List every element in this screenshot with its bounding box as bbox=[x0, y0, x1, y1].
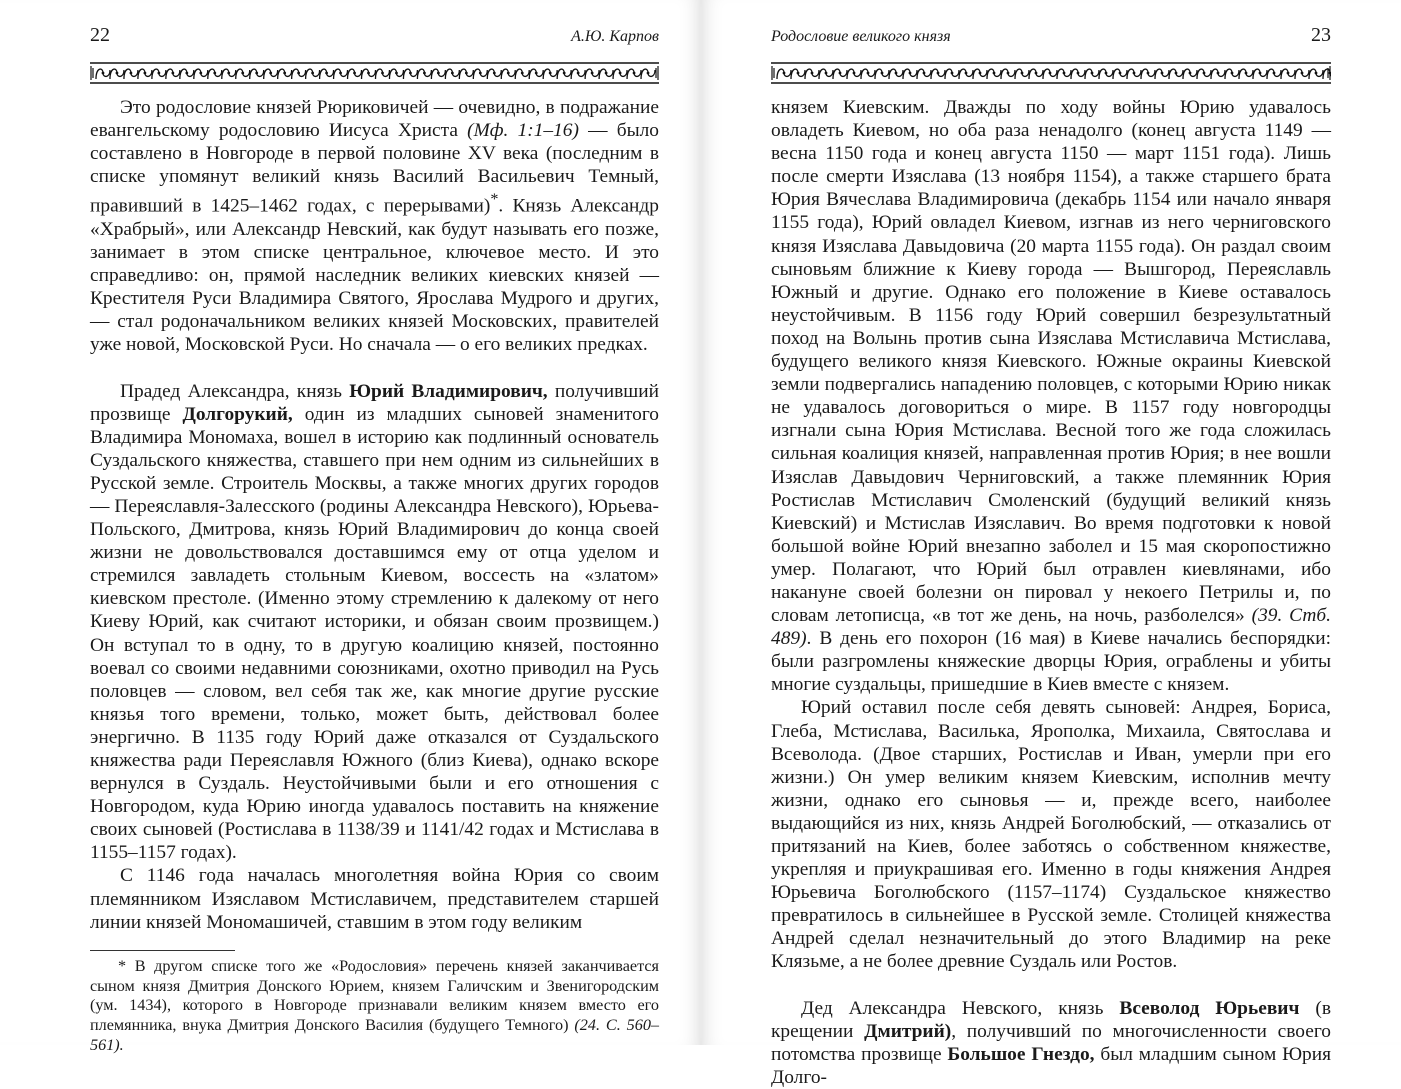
paragraph bbox=[771, 96, 1331, 696]
bold-name: Дмитрий) bbox=[864, 1020, 952, 1042]
italic-citation: (39. Стб. 489) bbox=[771, 605, 1331, 650]
ornamental-border-icon bbox=[771, 62, 1331, 84]
text-run: получивший прозвище bbox=[90, 380, 659, 425]
text-run: Дед Александра Невского, князь bbox=[801, 997, 1120, 1019]
text-run: , получивший по многочисленности своего потомства прозвище bbox=[771, 1020, 1331, 1065]
right-running-head: Родословие великого князя bbox=[771, 28, 951, 45]
right-page bbox=[701, 0, 1401, 1088]
paragraph bbox=[90, 864, 659, 933]
left-running-header bbox=[90, 24, 659, 56]
text-run: Юрий оставил после себя девять сыновей: Андрея, Бориса, Глеба, Мстислава, Василька, Ярополка, Михаила, Святослава и Всеволода. (Двое старших, Ростислав и Иван, умерли при его жизни.) Он умер великим князем Киевским, исполнив мечту жизни, однако его сыновья — и, прежде всего, наиболее выдающийся из них, князь Андрей Боголюбский, — отказались от притязаний на Киев, более заботясь о собственном княжестве, укрепляя и приукрашивая его. Именно в годы княжения Андрея Юрьевича Боголюбского (1157–1174) Суздальское княжество превратилось в сильнейшее в Русской земле. Столицей княжества Андрей сделал незначительный до этого Владимир на реке Клязьме, а не более древние Суздаль или Ростов. bbox=[771, 697, 1331, 973]
ornamental-border-icon bbox=[90, 62, 659, 84]
footnote bbox=[90, 957, 659, 1056]
paragraph bbox=[771, 997, 1331, 1089]
bold-name: Долгорукий, bbox=[182, 403, 293, 425]
right-running-header bbox=[771, 24, 1331, 56]
text-run: Прадед Александра, князь bbox=[120, 380, 350, 402]
footnote-marker: * bbox=[490, 191, 499, 209]
right-page-number: 23 bbox=[1311, 24, 1331, 46]
italic-citation: (24. С. 560–561). bbox=[90, 1016, 660, 1054]
right-body-text bbox=[771, 96, 1331, 1089]
bold-name: Юрий Владимирович, bbox=[349, 380, 548, 402]
left-body-text bbox=[90, 96, 659, 934]
text-run: Это родословие князей Рюриковичей — очевидно, в подражание евангельскому родословию Иисуса Христа bbox=[90, 97, 659, 142]
text-run: один из младших сыновей знаменитого Владимира Мономаха, вошел в историю как подлинный основатель Суздальского княжества, ставшего при нем одним из сильнейших в Русской земле. Строитель Москвы, а также многих других городов — Переяславля-Залесского (родины Александра Невского), Юрьева-Польского, Дмитрова, князь Юрий Владимирович до конца своей жизни не довольствовался доставшимся ему от отца уделом и стремился завладеть стольным Киевом, воссесть на «златом» киевском престоле. (Именно этому стремлению к далекому от него Киеву Юрий, как считают историки, и обязан своим прозвищем.) Он вступал то в одну, то в другую коалицию князей, постоянно воевал со своими недавними союзниками, охотно приводил на Русь половцев — словом, вел себя так же, как многие другие русские князья того времени, только, может быть, действовал более энергично. В 1135 году Юрий даже отказался от Суздальского княжества ради Переяславля Южного (близ Киева), однако вскоре вернулся в Суздаль. Неустойчивыми были и его отношения с Новгородом, куда Юрию иногда удавалось поставить на княжение своих сыновей (Ростислава в 1138/39 и 1141/42 годах и Мстислава в 1155–1157 годах). bbox=[90, 403, 659, 864]
left-running-head: А.Ю. Карпов bbox=[571, 28, 659, 45]
text-run: — было составлено в Новгороде в первой половине XV века (последним в списке упомянут великий князь Василий Васильевич Темный, правивший в 1425–1462 годах, с перерывами) bbox=[90, 120, 659, 217]
bold-name: Всеволод Юрьевич bbox=[1119, 997, 1300, 1019]
paragraph bbox=[771, 696, 1331, 973]
bold-name: Большое Гнездо, bbox=[947, 1043, 1095, 1065]
text-run: (в крещении bbox=[771, 997, 1331, 1042]
text-run: С 1146 года началась многолетняя война Юрия со своим племянником Изяславом Мстиславичем, представителем старшей линии князей Мономашичей, ставшим в этом году великим bbox=[90, 865, 659, 933]
left-page-number: 22 bbox=[90, 24, 110, 46]
italic-citation: (Мф. 1:1–16) bbox=[467, 120, 579, 142]
paragraph bbox=[90, 96, 659, 357]
text-run: . В день его похорон (16 мая) в Киеве начались беспорядки: были разгромлены княжеские дворцы Юрия, ограблены и убиты многие суздальцы, пришедшие в Киев вместе с князем. bbox=[771, 628, 1331, 696]
left-page bbox=[0, 0, 701, 1054]
text-run: * В другом списке того же «Родословия» перечень князей заканчивается сыном князя Дмитрия Донского Юрием, князем Галичским и Звенигородским (ум. 1434), которого в Новгороде признавали великим князем вместо его племянника, внука Дмитрия Донского Василия (будущего Темного) bbox=[90, 956, 659, 1035]
text-run: . Князь Александр «Храбрый», или Александр Невский, как будут называть его позже, занимает в этом списке центральное, ключевое место. И это справедливо: он, прямой наследник великих киевских князей — Крестителя Руси Владимира Святого, Ярослава Мудрого и других, — стал родоначальником великих князей Московских, правителей уже новой, Московской Руси. Но сначала — о его великих предках. bbox=[90, 195, 659, 356]
footnote-rule bbox=[90, 950, 235, 951]
text-run: был младшим сыном Юрия Долго- bbox=[771, 1043, 1331, 1088]
paragraph bbox=[90, 380, 659, 865]
text-run: князем Киевским. Дважды по ходу войны Юрию удавалось овладеть Киевом, но оба раза ненадолго (конец августа 1149 — весна 1150 года и конец августа 1150 — март 1151 года). Лишь после смерти Изяслава (13 ноября 1154), а также старшего брата Юрия Вячеслава Владимировича (декабрь 1154 или начало января 1155 года), Юрий овладел Киевом, изгнав из него черниговского князя Изяслава Давыдовича (20 марта 1155 года). Он раздал своим сыновьям ближние к Киеву города — Вышгород, Переяславль Южный и другие. Однако его положение в Киеве оставалось неустойчивым. В 1156 году Юрий совершил безрезультатный поход на Волынь против сына Изяслава Мстиславича Мстислава, будущего великого князя Киевского. Южные окраины Киевской земли подвергались нападению половцев, с которыми Юрию никак не удавалось договориться о мире. В 1157 году новгородцы изгнали сына Юрия Мстислава. Весной того же года сложилась сильная коалиция князей, направленная против Юрия; в нее вошли Изяслав Давыдович Черниговский, а также племянник Юрия Ростислав Мстиславич Смоленский (будущий великий князь Киевский) и Мстислав Изяславич. Во время подготовки к новой большой войне Юрий внезапно заболел и 15 мая скоропостижно умер. Полагают, что Юрий был отравлен киевлянами, ибо накануне своей болезни он пировал у некоего Петрилы и, по словам летописца, «в тот же день, на ночь, разболелся» bbox=[771, 97, 1331, 627]
